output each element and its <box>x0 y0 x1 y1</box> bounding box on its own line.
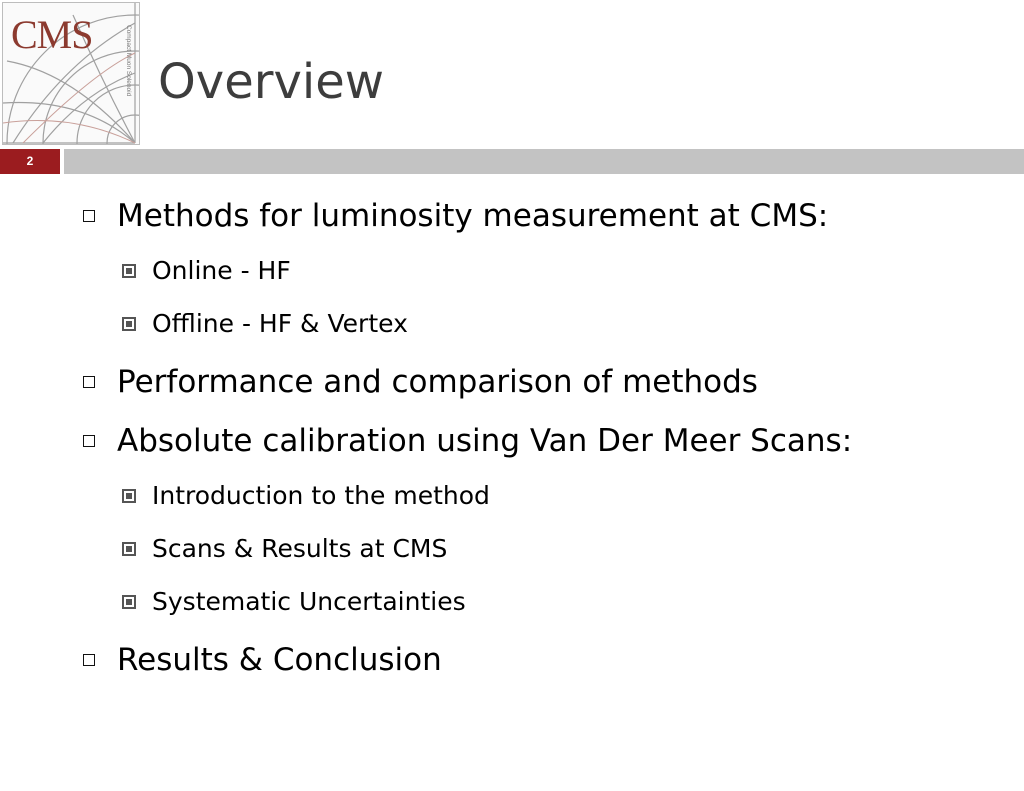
header-divider-bar <box>64 149 1024 174</box>
logo-text: CMS <box>11 12 93 57</box>
sub-bullet-text: Introduction to the method <box>152 481 490 510</box>
sub-bullet-text: Scans & Results at CMS <box>152 534 448 563</box>
cms-logo <box>2 2 140 145</box>
bullet-text: Results & Conclusion <box>117 642 442 678</box>
square-bullet-icon <box>83 654 95 666</box>
sub-bullet-text: Systematic Uncertainties <box>152 587 466 616</box>
slide-number: 2 <box>0 149 60 174</box>
slide-title: Overview <box>158 54 384 110</box>
bullet-text: Methods for luminosity measurement at CMS: <box>117 198 829 234</box>
filled-square-bullet-icon <box>122 595 136 609</box>
bullet-text: Performance and comparison of methods <box>117 364 758 400</box>
sub-bullet-text: Online - HF <box>152 256 291 285</box>
filled-square-bullet-icon <box>122 264 136 278</box>
filled-square-bullet-icon <box>122 317 136 331</box>
filled-square-bullet-icon <box>122 489 136 503</box>
bullet-text: Absolute calibration using Van Der Meer Scans: <box>117 423 853 459</box>
sub-bullet-text: Offline - HF & Vertex <box>152 309 408 338</box>
square-bullet-icon <box>83 210 95 222</box>
filled-square-bullet-icon <box>122 542 136 556</box>
square-bullet-icon <box>83 376 95 388</box>
logo-side-text: Compact Muon Solenoid <box>125 25 132 97</box>
square-bullet-icon <box>83 435 95 447</box>
